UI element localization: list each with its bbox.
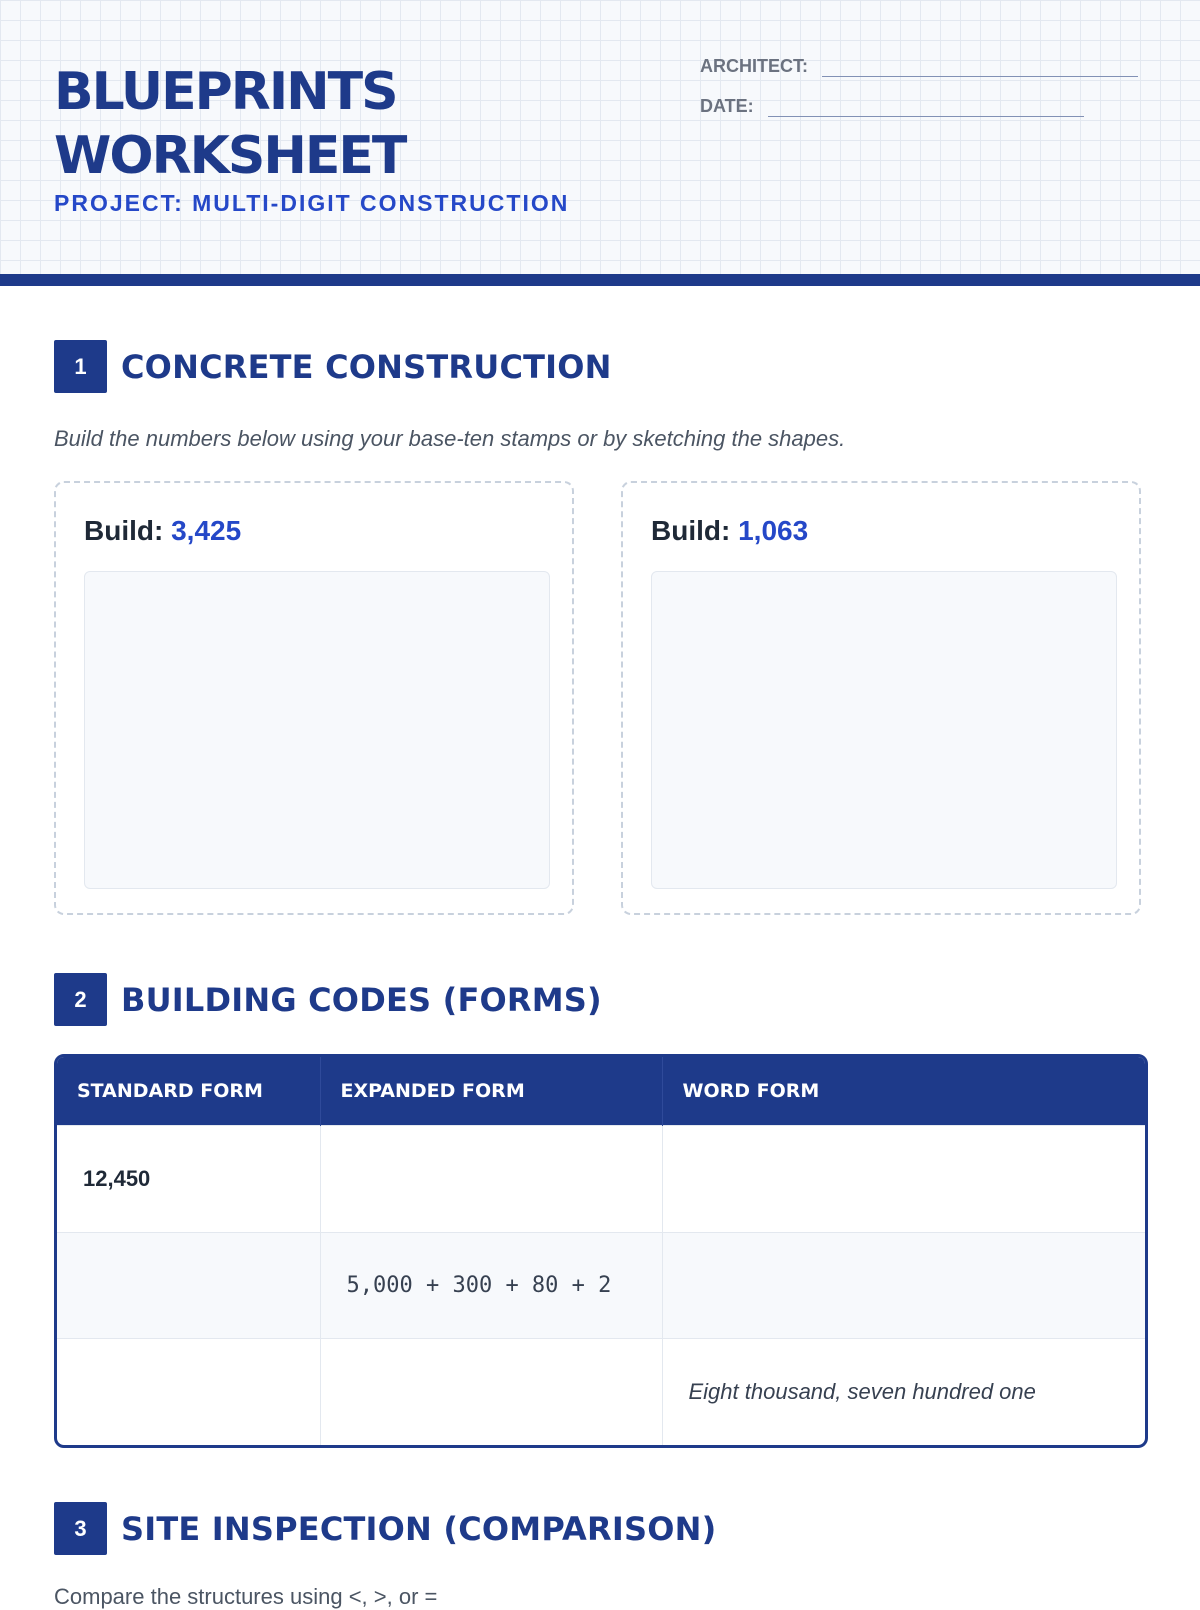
build-label-1 xyxy=(84,515,241,547)
section-1-number: 1 xyxy=(54,340,107,393)
cell-expanded-form[interactable] xyxy=(320,1126,662,1233)
cell-standard-form: 12,450 xyxy=(57,1126,320,1233)
column-header-word: WORD FORM xyxy=(662,1057,1145,1126)
cell-standard-form[interactable] xyxy=(57,1339,320,1445)
section-1-heading xyxy=(54,340,612,393)
table-row xyxy=(57,1126,1145,1233)
section-3-instructions: Compare the structures using <, >, or = xyxy=(54,1584,438,1609)
column-header-standard: STANDARD FORM xyxy=(57,1057,320,1126)
build-prefix-1: Build: xyxy=(84,515,164,546)
column-header-expanded: EXPANDED FORM xyxy=(320,1057,662,1126)
section-1-instructions: Build the numbers below using your base-ten stamps or by sketching the shapes. xyxy=(54,426,846,451)
table-header-row xyxy=(57,1057,1145,1126)
cell-word-form[interactable] xyxy=(662,1126,1145,1233)
worksheet-title xyxy=(54,60,534,188)
build-box-2 xyxy=(621,481,1141,915)
project-subtitle: PROJECT: MULTI-DIGIT CONSTRUCTION xyxy=(54,190,570,216)
cell-standard-form[interactable] xyxy=(57,1232,320,1339)
title-line-2: WORKSHEET xyxy=(54,126,406,186)
section-2-heading xyxy=(54,973,602,1026)
build-sketch-area-1[interactable] xyxy=(84,571,550,889)
forms-table xyxy=(54,1054,1148,1448)
section-3-title: SITE INSPECTION (COMPARISON) xyxy=(121,1509,717,1548)
architect-blank-line[interactable] xyxy=(822,58,1138,77)
section-2-number: 2 xyxy=(54,973,107,1026)
build-label-2 xyxy=(651,515,808,547)
architect-label: ARCHITECT: xyxy=(700,56,808,76)
section-3-heading xyxy=(54,1502,716,1555)
section-3-number: 3 xyxy=(54,1502,107,1555)
date-field xyxy=(700,96,1084,117)
worksheet-header xyxy=(0,0,1200,286)
date-blank-line[interactable] xyxy=(768,98,1084,117)
build-prefix-2: Build: xyxy=(651,515,731,546)
build-value-2: 1,063 xyxy=(738,515,809,546)
date-label: DATE: xyxy=(700,96,754,116)
cell-word-form: Eight thousand, seven hundred one xyxy=(662,1339,1145,1445)
architect-field xyxy=(700,56,1138,77)
cell-expanded-form[interactable] xyxy=(320,1339,662,1445)
cell-expanded-form: 5,000 + 300 + 80 + 2 xyxy=(320,1232,662,1339)
title-line-1: BLUEPRINTS xyxy=(54,62,397,122)
build-value-1: 3,425 xyxy=(171,515,242,546)
table-row xyxy=(57,1339,1145,1445)
table-row xyxy=(57,1232,1145,1339)
build-sketch-area-2[interactable] xyxy=(651,571,1117,889)
cell-word-form[interactable] xyxy=(662,1232,1145,1339)
build-box-1 xyxy=(54,481,574,915)
section-1-title: CONCRETE CONSTRUCTION xyxy=(121,347,612,386)
section-2-title: BUILDING CODES (FORMS) xyxy=(121,980,602,1019)
